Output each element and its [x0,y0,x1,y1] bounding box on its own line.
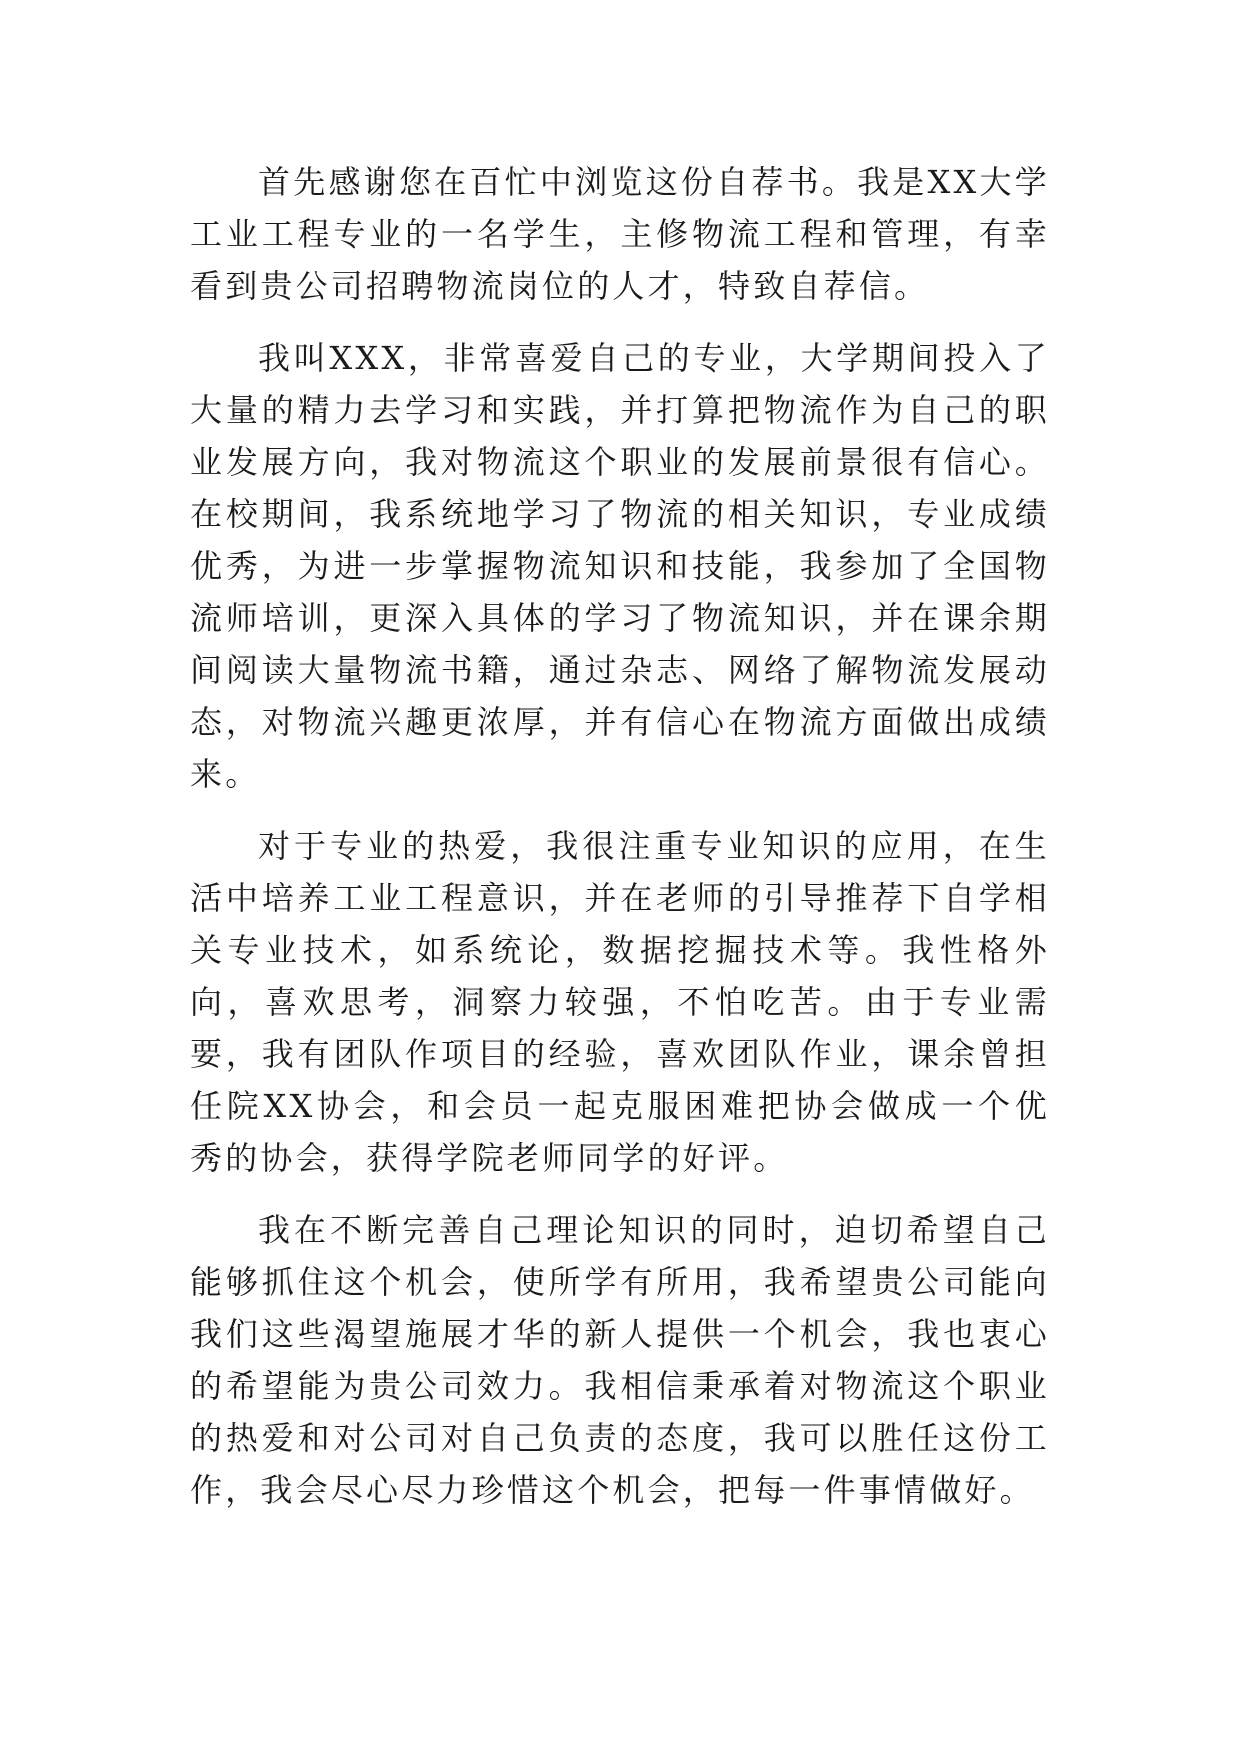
paragraph-skills: 对于专业的热爱，我很注重专业知识的应用，在生活中培养工业工程意识，并在老师的引导推荐下自学相关专业技术，如系统论，数据挖掘技术等。我性格外向，喜欢思考，洞察力较强，不怕吃苦。由于专业需要，我有团队作项目的经验，喜欢团队作业，课余曾担任院XX协会，和会员一起克服困难把协会做成一个优秀的协会，获得学院老师同学的好评。 [190,827,1050,1177]
paragraph-closing: 我在不断完善自己理论知识的同时，迫切希望自己能够抓住这个机会，使所学有所用，我希望贵公司能向我们这些渴望施展才华的新人提供一个机会，我也衷心的希望能为贵公司效力。我相信秉承着对物流这个职业的热爱和对公司对自己负责的态度，我可以胜任这份工作，我会尽心尽力珍惜这个机会，把每一件事情做好。 [190,1211,1050,1509]
letter-body [190,156,1050,1536]
paragraph-intro: 首先感谢您在百忙中浏览这份自荐书。我是XX大学工业工程专业的一名学生，主修物流工程和管理，有幸看到贵公司招聘物流岗位的人才，特致自荐信。 [190,163,1050,305]
paragraph-background: 我叫XXX，非常喜爱自己的专业，大学期间投入了大量的精力去学习和实践，并打算把物流作为自己的职业发展方向，我对物流这个职业的发展前景很有信心。在校期间，我系统地学习了物流的相关知识，专业成绩优秀，为进一步掌握物流知识和技能，我参加了全国物流师培训，更深入具体的学习了物流知识，并在课余期间阅读大量物流书籍，通过杂志、网络了解物流发展动态，对物流兴趣更浓厚，并有信心在物流方面做出成绩来。 [190,339,1050,793]
